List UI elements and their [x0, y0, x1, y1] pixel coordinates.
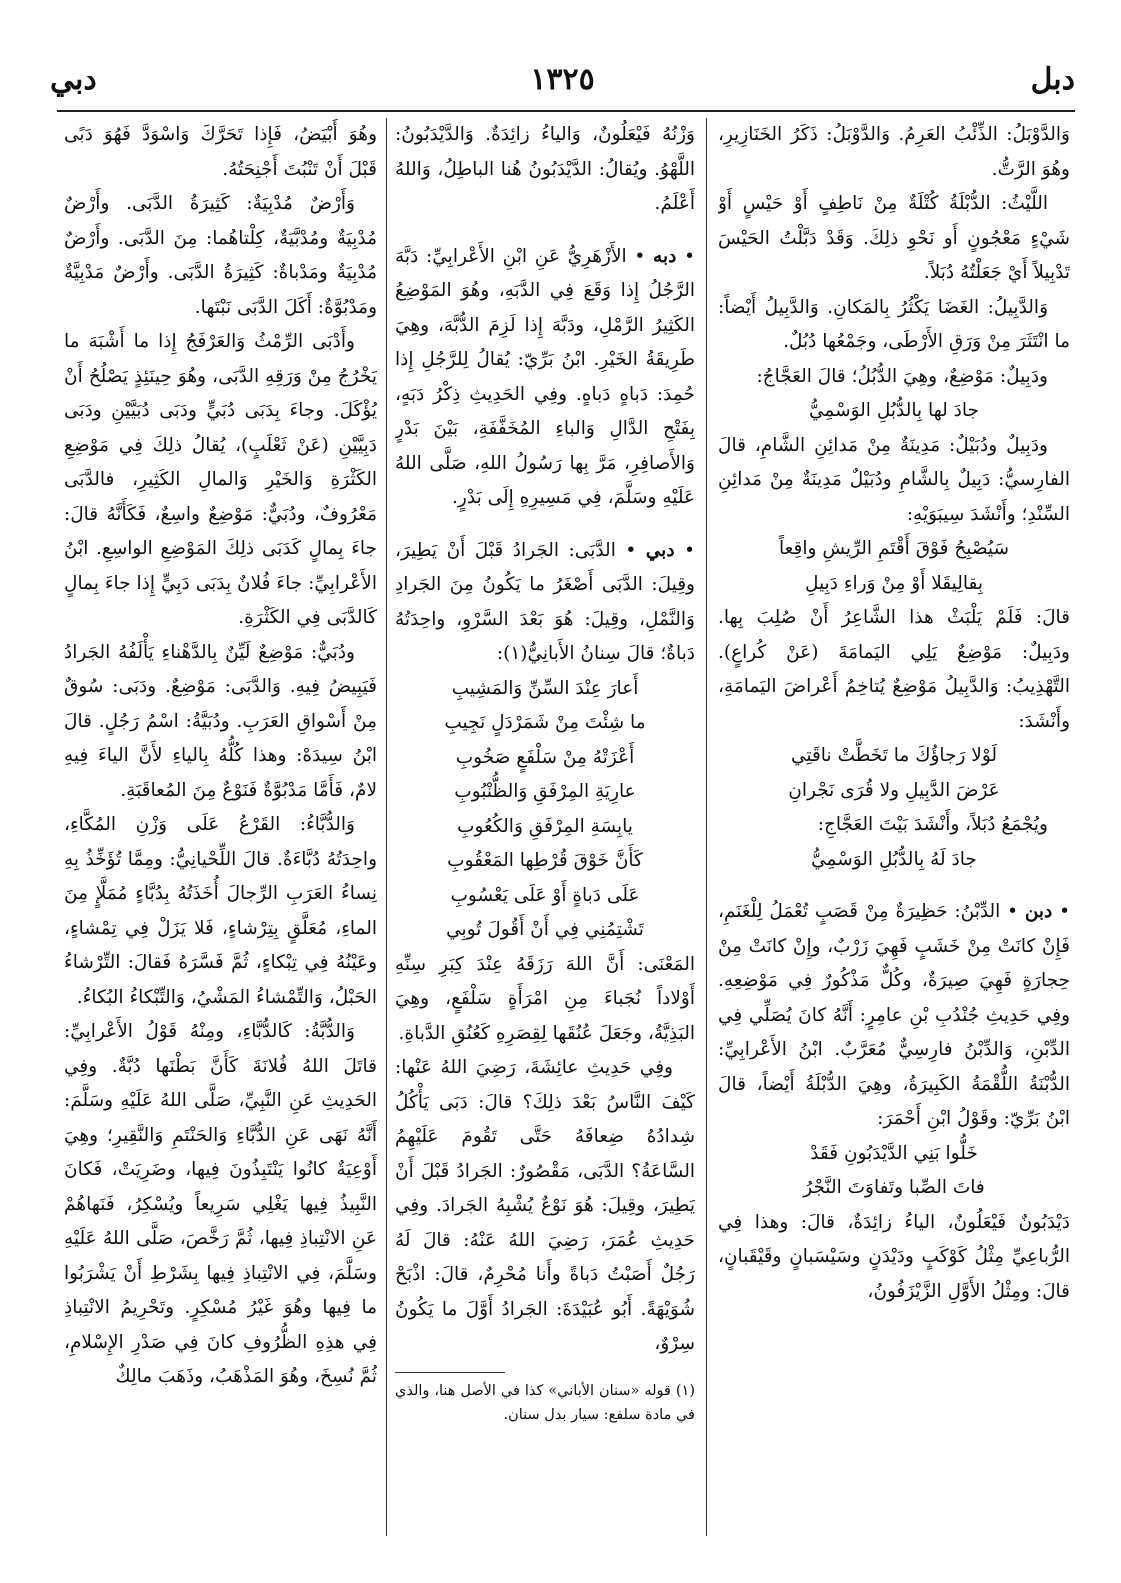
paragraph: وَالدُّبَّةُ: كَالدُّبَّاءِ، ومِنْهُ قَوْلُ الأَعْرابِيِّ: قاتَلَ اللهُ فُلانَةَ كَأَنَّ بَطْنَها دُبَّةٌ. وفِي الحَدِيثِ عَنِ النَّبِيِّ، صَلَّى اللهُ عَلَيْهِ وسَلَّمَ: أَنَّهُ نَهَى عَنِ الدُّبَّاءِ وَالحَنْتَمِ وَالنَّقِيرِ؛ وهِيَ أَوْعِيَةٌ كانُوا يَنْتَبِذُونَ فِيها، وضَرِيَتْ، فَكانَ النَّبِيذُ فِيها يَغْلِي سَرِيعاً ويُسْكِرُ، فَنَهاهُمْ عَنِ الانْتِباذِ فِيها، ثُمَّ رَخَّصَ، صَلَّى اللهُ عَلَيْهِ وسَلَّمَ، فِي الانْتِباذِ فِيها بِشَرْطِ أَنْ يَشْرَبُوا ما فِيها وهُوَ غَيْرُ مُسْكِرٍ. وتَحْرِيمُ الانْتِباذِ فِي هذِهِ الظُّرُوفِ كانَ فِي صَدْرِ الإِسْلامِ، ثُمَّ نُسِخَ، وهُوَ المَذْهَبُ، وذَهَبَ مالِكٌ	[64, 1021, 377, 1387]
verse-line: يابِسَةِ المِرْفَقِ وَالكُعُوبِ	[457, 815, 633, 837]
entry-paragraph: • دبن • الدِّبْنُ: حَظِيرَةٌ مِنْ قَصَبٍ تُعْمَلُ لِلْغَنَمِ، فَإِنْ كانَتْ مِنْ خَشَبٍ فَهِيَ زَرْبٌ، وإِنْ كانَتْ مِنْ حِجارَةٍ فَهِيَ صِيرَةٌ، وكُلٌّ مَذْكُورٌ فِي مَوْضِعِهِ. وفِي حَدِيثِ جُنْدُبِ بْنِ عامِرٍ: أَنَّهُ كانَ يُصَلِّي فِي الدِّبْنِ، وَالدِّبْنُ فارِسِيٌّ مُعَرَّبٌ. ابْنُ الأَعْرابِيِّ: الدُّبْنَةُ اللُّقْمَةُ الكَبِيرَةُ، وهِيَ الدُّبْلَةُ أَيْضاً، قالَ ابْنُ بَرِّيّ: وقَوْلُ ابْنِ أَحْمَرَ:	[718, 901, 1070, 1129]
middle-column	[395, 118, 695, 1536]
verse-line: تَشْتِمُنِي فِي أَنْ أَقُولَ تُوبِي	[446, 919, 644, 940]
entry-text: الدِّبْنُ: حَظِيرَةٌ مِنْ قَصَبٍ تُعْمَلُ لِلْغَنَمِ، فَإِنْ كانَتْ مِنْ خَشَبٍ فَهِيَ زَرْبٌ، وإِنْ كانَتْ مِنْ حِجارَةٍ فَهِيَ صِيرَةٌ، وكُلٌّ مَذْكُورٌ فِي مَوْضِعِهِ. وفِي حَدِيثِ جُنْدُبِ بْنِ عامِرٍ: أَنَّهُ كانَ يُصَلِّي فِي الدِّبْنِ، وَالدِّبْنُ فارِسِيٌّ مُعَرَّبٌ. ابْنُ الأَعْرابِيِّ: الدُّبْنَةُ اللُّقْمَةُ الكَبِيرَةُ، وهِيَ الدُّبْلَةُ أَيْضاً، قالَ ابْنُ بَرِّيّ: وقَوْلُ ابْنِ أَحْمَرَ:	[718, 901, 1070, 1129]
paragraph: المَعْنَى: أَنَّ اللهَ رَزَقَهُ عِنْدَ كِبَرِ سِنِّهِ أَوْلاداً نُجَباءَ مِنِ امْرَأَةٍ سَلْفَعٍ، وهِيَ البَذِيَّةُ، وجَعَلَ عُنُقَها لِقِصَرِهِ كَعُنُقِ الدَّباةِ.	[395, 953, 695, 1044]
paragraph: دَيْدَبُونٌ فَيْعَلُونٌ، الياءُ زائِدَةٌ، قالَ: وهذا فِي الرُّباعِيِّ مِثْلُ كَوْكَبٍ ودَيْدَنٍ وسَيْسَبانٍ وقَيْقَبانٍ، قالَ: ومِثْلُ الأَوَّلِ الزَّيْزَفُونُ،	[718, 1211, 1070, 1302]
verse-line: أَعْزَتْهُ مِنْ سَلْفَعٍ صَخُوبِ	[455, 746, 635, 768]
verse-line: عَرْضَ الدَّبِيلِ ولا قُرَى نَجْرانِ	[788, 779, 1000, 801]
paragraph: ودَبِيلٌ ودُبَيْلٌ: مَدِينَةٌ مِنْ مَدائِنِ الشَّامِ، قالَ الفارِسيُّ: دَبِيلٌ بِالشَّامِ ودُبَيْلٌ مَدِينَةٌ مِنْ مَدائِنِ السِّنْدِ؛ وأَنْشَدَ سِيبَوَيْهِ:	[718, 434, 1070, 525]
verse-line: جادَ لَهُ بِالدُّبُلِ الوَسْمِيُّ	[811, 848, 977, 870]
verse-line: بِقالِيقَلا أَوْ مِنْ وَراءِ دَبِيلِ	[804, 572, 984, 594]
paragraph: وَالدَّبِيلُ: الغَضَا يَكْثُرُ بِالمَكانِ. وَالدَّبِيلُ أَيْضاً: ما انْتَثَرَ مِنْ وَرَقِ الأَرْطَى، وجَمْعُها دُبُلٌ.	[718, 296, 1070, 352]
column-divider-left	[386, 118, 387, 1536]
paragraph: وأَدْبَى الرِّمْثُ وَالعَرْفَجُ إِذا ما أَشْبَهَ ما يَخْرُجُ مِنْ وَرَقِهِ الدَّبَى، وهُوَ حِينَئِذٍ يَصْلُحُ أَنْ يُؤْكَلَ. وجاءَ بِدَبَى دُبَيٍّ ودَبَى دُبَيَّيْنِ ودَبَى دَبِيَّيْنِ (عَنْ ثَعْلَبٍ)، يُقالُ ذلِكَ فِي مَوْضِعِ الكَثْرَةِ وَالخَيْرِ وَالمالِ الكَثِيرِ، فالدَّبَى مَعْرُوفٌ، ودُبَيٌّ: مَوْضِعٌ واسِعٌ، فَكَأَنَّهُ قالَ: جاءَ بِمالٍ كَدَبَى ذلِكَ المَوْضِعِ الواسِعِ. ابْنُ الأَعْرابِيِّ: جاءَ فُلانٌ بِدَبَى دَبِيٍّ إِذا جاءَ بِمالٍ كَالدَّبَى فِي الكَثْرَةِ.	[64, 331, 377, 628]
paragraph: وَأَرْضٌ مُدْبِيَةٌ: كَثِيرَةُ الدَّبَى. وأَرْضٌ مُدْبِيَةٌ ومُدْبَّيَةٌ، كِلْتاهُما: مِنَ الدَّبَى. وأَرْضٌ مُدْبِيَةٌ ومَدْباةٌ: كَثِيرَةُ الدَّبَى. وأَرْضٌ مَدْبِيَّةٌ ومَدْبُوَّةٌ: أَكَلَ الدَّبَى نَبْتَها.	[64, 193, 377, 318]
right-column	[718, 118, 1070, 1536]
verse-line: لَوْلا رَجاؤُكَ ما تَخَطَّتْ ناقَتِي	[790, 745, 998, 766]
entry-paragraph: • دبي • الدَّبَى: الجَرادُ قَبْلَ أَنْ يَطِيرَ، وقِيلَ: الدَّبَى أَصْغَرُ ما يَكُونُ مِنَ الجَرادِ وَالنَّمْلِ، وقِيلَ: هُوَ بَعْدَ السَّرْوِ، واحِدَتُهُ دَباةٌ؛ قالَ سِنانُ الأَبانِيُّ(١):	[395, 539, 695, 664]
verse-line: خَلُّوا بَنِي الدَّيْدَبُونِ فَقَدْ	[810, 1142, 978, 1164]
page-header	[50, 62, 1075, 102]
header-rule	[57, 110, 1075, 112]
verse-line: جادَ لها بِالدُّبُلِ الوَسْمِيُّ	[809, 400, 979, 421]
entry-paragraph: • دبه • الأَزْهَرِيُّ عَنِ ابْنِ الأَعْرابِيِّ: دَبَّهَ الرَّجُلُ إِذا وَقَعَ فِي الدَّبَهِ، وهُوَ المَوْضِعُ الكَثِيرُ الرَّمْلِ، ودَبَّهَ إِذا لَزِمَ الدُّبَّهَ، وهِيَ طَرِيقَةُ الخَيْرِ. ابْنُ بَرِّيّ: يُقالُ لِلرَّجُلِ إِذا حُمِدَ: دَباهٍ دَباهٍ. وفِي الحَدِيثِ ذِكْرُ دَبَهٍ، بِفَتْحِ الدَّالِ وَالباءِ المُخَفَّفَةِ، بَيْنَ بَدْرٍ وَالأَصافِرِ، مَرَّ بِها رَسُولُ اللهِ، صَلَّى اللهُ عَلَيْهِ وسَلَّمَ، فِي مَسِيرِهِ إِلَى بَدْرٍ.	[395, 245, 695, 508]
paragraph: وَالدُّبَّاءُ: القَرْعُ عَلَى وَزْنِ المُكَّاءِ، واحِدَتُهُ دُبَّاءَةٌ. قالَ اللِّحْيانِيُّ: ومِمَّا تُؤَخِّذُ بِهِ نِساءُ العَرَبِ الرِّجالَ أُخَذَتُهُ بِدُبَّاءٍ مُمَلَّإٍ مِنَ الماءِ، مُعَلَّقٍ بِتِرْشاءٍ، فَلا يَزَلْ فِي تِمْشاءٍ، وعَيْنُهُ فِي تِبْكاءٍ، ثُمَّ فَسَّرَهُ فَقالَ: التِّرْشاءُ الحَبْلُ، وَالتِّمْشاءُ المَشْيُ، وَالتِّبْكاءُ البُكاءُ.	[64, 814, 377, 1008]
entry-headword: دبن	[1024, 901, 1053, 922]
entry-headword: دبه	[653, 245, 677, 267]
footnote-rule	[395, 1372, 505, 1373]
paragraph: وفِي حَدِيثِ عائِشَةَ، رَضِيَ اللهُ عَنْها: كَيْفَ النَّاسُ بَعْدَ ذلِكَ؟ قالَ: دَبَى يَأْكُلُ شِدادُهُ ضِعافَهُ حَتَّى تَقُومَ عَلَيْهِمُ السَّاعَةُ؟ الدَّبَى، مَقْصُورٌ: الجَرادُ قَبْلَ أَنْ يَطِيرَ، وقِيلَ: هُوَ نَوْعٌ يُشْبِهُ الجَرادَ. وفِي حَدِيثِ عُمَرَ، رَضِيَ اللهُ عَنْهُ: قالَ لَهُ رَجُلٌ أَصَبْتُ دَباةً وأَنا مُحْرِمٌ، قالَ: اذْبَحْ شُوَيْهَةً. أَبُو عُبَيْدَةَ: الجَرادُ أَوَّلَ ما يَكُونُ سِرْوٌ،	[395, 1057, 695, 1354]
entry-headword: دبي	[645, 539, 675, 561]
paragraph: ويُجْمَعُ دُبَلاً، وأَنْشَدَ بَيْتَ العَجَّاجِ:	[817, 814, 1048, 835]
column-divider-right	[706, 118, 707, 1536]
verse-line: عَلَى دَباةٍ أَوْ عَلَى يَعْسُوبِ	[450, 884, 640, 906]
verse-line: عارِيَةِ المِرْفَقِ وَالظُّنْبُوبِ	[454, 781, 636, 802]
entry-text: الدَّبَى: الجَرادُ قَبْلَ أَنْ يَطِيرَ، وقِيلَ: الدَّبَى أَصْغَرُ ما يَكُونُ مِنَ الجَرادِ وَالنَّمْلِ، وقِيلَ: هُوَ بَعْدَ السَّرْوِ، واحِدَتُهُ دَباةٌ؛ قالَ سِنانُ الأَبانِيُّ(١):	[395, 539, 695, 664]
header-root-left: دبي	[50, 62, 97, 97]
verse-line: سَيُصْبِحُ فَوْقَ أَقْتَمِ الرِّيشِ واقِعاً	[778, 538, 1009, 559]
left-column	[64, 118, 377, 1536]
paragraph: وَزْنُهُ فَيْعَلُونٌ، وَالياءُ زائِدَةٌ. وَالدَّيْدَبُونُ: اللَّهْوُ. ويُقالُ: الدَّيْدَبُونُ هُنا الباطِلُ، وَاللهُ أَعْلَمُ.	[395, 124, 695, 214]
entry-text: الأَزْهَرِيُّ عَنِ ابْنِ الأَعْرابِيِّ: دَبَّهَ الرَّجُلُ إِذا وَقَعَ فِي الدَّبَهِ، وهُوَ المَوْضِعُ الكَثِيرُ الرَّمْلِ، ودَبَّهَ إِذا لَزِمَ الدُّبَّهَ، وهِيَ طَرِيقَةُ الخَيْرِ. ابْنُ بَرِّيّ: يُقالُ لِلرَّجُلِ إِذا حُمِدَ: دَباهٍ دَباهٍ. وفِي الحَدِيثِ ذِكْرُ دَبَهٍ، بِفَتْحِ الدَّالِ وَالباءِ المُخَفَّفَةِ، بَيْنَ بَدْرٍ وَالأَصافِرِ، مَرَّ بِها رَسُولُ اللهِ، صَلَّى اللهُ عَلَيْهِ وسَلَّمَ، فِي مَسِيرِهِ إِلَى بَدْرٍ.	[395, 245, 695, 508]
footnote: (١) قوله «سنان الأباني» كذا في الأصل هنا، والذي في مادة سلفع: سيار بدل سنان.	[395, 1382, 695, 1423]
header-root-right: دبل	[1030, 62, 1075, 97]
paragraph: ودُبَيٌّ: مَوْضِعٌ لَيِّنٌ بِالدَّهْناءِ يَأْلَفُهُ الجَرادُ فَيَبِيضُ فِيهِ. وَالدَّبَى: مَوْضِعٌ. ودَبَى: سُوقٌ مِنْ أَسْواقِ العَرَبِ. ودُبَيَّةُ: اسْمُ رَجُلٍ. قالَ ابْنُ سِيدَهْ: وهذا كُلُّهُ بِالياءِ لأَنَّ الياءَ فِيهِ لامٌ، فَأَمَّا مَدْبُوَّةٌ فَنَوْعٌ مِنَ المُعاقَبَةِ.	[64, 641, 377, 801]
paragraph: وَالدَّوْبَلُ: الذِّئْبُ العَرِمُ. وَالدَّوْبَلُ: ذَكَرُ الخَنَازِيرِ، وهُوَ الرَّتُّ.	[718, 124, 1070, 180]
paragraph: ودَبِيلٌ: مَوْضِعٌ، وهِيَ الدُّبُلُ؛ قالَ العَجَّاجُ:	[756, 365, 1048, 387]
paragraph: اللَّيْثُ: الدُّبْلَةُ كُتْلَةٌ مِنْ نَاطِفٍ أَوْ حَيْسٍ أَوْ شَيْءٍ مَعْجُونٍ أَو نَحْوِ ذلِكَ. وَقَدْ دَبَّلْتُ الحَيْسَ تَدْبِيلاً أَيْ جَعَلْتُهُ دُبَلاً.	[718, 193, 1070, 283]
verse-line: فاتَ الصِّبا وتَفاوَتَ النَّجْرُ	[803, 1177, 985, 1198]
paragraph: وهُوَ أَبْيَضُ، فَإِذا تَحَرَّكَ وَاسْوَدَّ فَهُوَ دَبًى قَبْلَ أَنْ تَنْبُتَ أَجْنِحَتُهُ.	[64, 124, 377, 180]
verse-line: أَعارَ عِنْدَ السِّنِّ وَالمَشِيبِ	[451, 677, 639, 699]
verse-line: ما شِئْتَ مِنْ شَمَرْدَلٍ نَجِيبِ	[444, 712, 646, 733]
paragraph: قالَ: فَلَمْ يَلْبَثْ هذا الشَّاعِرُ أَنْ صُلِبَ بِها. ودَبِيلٌ: مَوْضِعٌ يَلِي اليَمامَةَ (عَنْ كُراعٍ). التَّهْذِيبُ: وَالدَّبِيلُ مَوْضِعٌ يُتاخِمُ أَعْراضَ اليَمامَةِ، وأَنْشَدَ:	[718, 607, 1070, 732]
verse-line: كَأَنَّ خَوْقَ قُرْطِها المَعْقُوبِ	[447, 850, 643, 871]
page-number: ١٣٢٥	[530, 62, 595, 97]
